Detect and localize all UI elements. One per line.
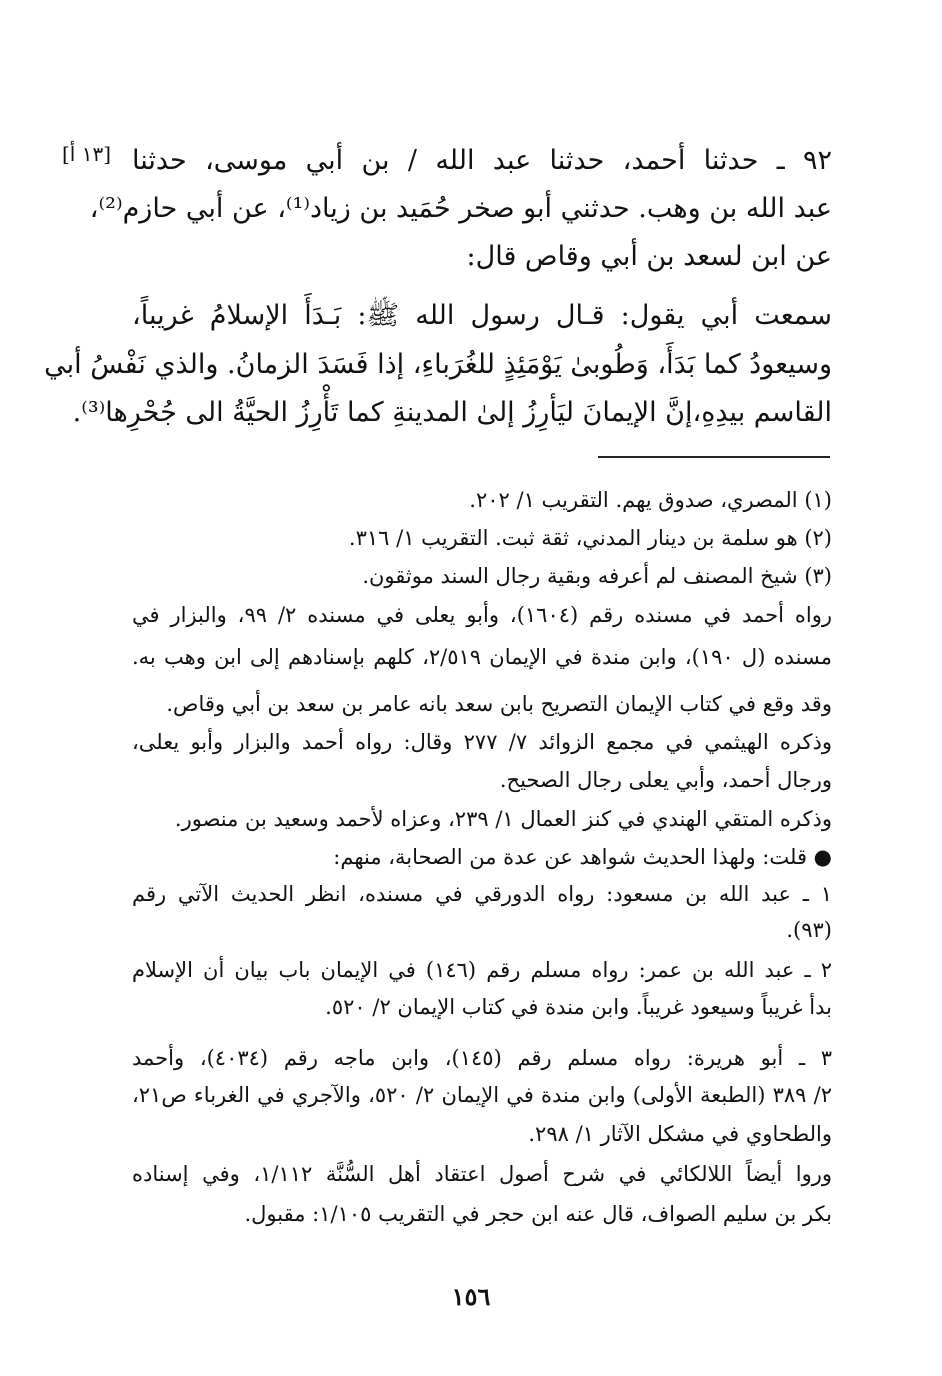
footnote-line: ورجال أحمد، وأبي يعلى رجال الصحيح. bbox=[499, 768, 832, 792]
footnote-separator bbox=[598, 456, 830, 458]
footnote-line: (٩٣). bbox=[786, 918, 832, 942]
hadith-line: ٩٢ ـ حدثنا أحمد، حدثنا عبد الله / بن أبي موسى، حدثنا bbox=[132, 145, 832, 176]
footnote-line: وذكره الهيثمي في مجمع الزوائد ٧/ ٢٧٧ وقال: رواه أحمد والبزار وأبو يعلى، bbox=[132, 730, 832, 754]
footnote-line: بدأ غريباً وسيعود غريباً. وابن مندة في كتاب الإيمان ٢/ ٥٢٠. bbox=[325, 995, 832, 1019]
footnote-line: (٢) هو سلمة بن دينار المدني، ثقة ثبت. التقريب ١/ ٣١٦. bbox=[348, 526, 832, 550]
footnote-line: مسنده (ل ١٩٠)، وابن مندة في الإيمان ٢/٥١٩، كلهم بإسنادهم إلى ابن وهب به. bbox=[132, 645, 832, 669]
footnote-line: وذكره المتقي الهندي في كنز العمال ١/ ٢٣٩، وعزاه لأحمد وسعيد بن منصور. bbox=[174, 807, 832, 831]
footnote-line: والطحاوي في مشكل الآثار ١/ ٢٩٨. bbox=[528, 1122, 832, 1146]
footnote-line: رواه أحمد في مسنده رقم (١٦٠٤)، وأبو يعلى في مسنده ٢/ ٩٩، والبزار في bbox=[132, 603, 832, 627]
footnote-line: ٢/ ٣٨٩ (الطبعة الأولى) وابن مندة في الإيمان ٢/ ٥٢٠، والآجري في الغرباء ص٢١، bbox=[132, 1083, 832, 1107]
footnote-line: (١) المصري، صدوق يهم. التقريب ١/ ٢٠٢. bbox=[469, 488, 832, 512]
footnote-line: وقد وقع في كتاب الإيمان التصريح بابن سعد بانه عامر بن سعد بن أبي وقاص. bbox=[166, 692, 832, 716]
footnote-line: بكر بن سليم الصواف، قال عنه ابن حجر في التقريب ١/١٠٥: مقبول. bbox=[244, 1202, 832, 1226]
hadith-line: عبد الله بن وهب. حدثني أبو صخر حُمَيد بن زياد⁽¹⁾، عن أبي حازم⁽²⁾، bbox=[89, 193, 832, 224]
footnote-line: وروا أيضاً اللالكائي في شرح أصول اعتقاد أهل السُّنَّة ١/١١٢، وفي إسناده bbox=[132, 1162, 832, 1186]
footnote-line: ٢ ـ عبد الله بن عمر: رواه مسلم رقم (١٤٦) في الإيمان باب بيان أن الإسلام bbox=[132, 958, 832, 982]
hadith-line: القاسم بيدِهِ،إنَّ الإيمانَ ليَأرِزُ إلىٰ المدينةِ كما تَأْرِزُ الحيَّةُ الى جُحْرِها⁽³⁾. bbox=[72, 397, 832, 428]
hadith-line: عن ابن لسعد بن أبي وقاص قال: bbox=[466, 241, 832, 272]
page-number: ١٥٦ bbox=[451, 1282, 491, 1311]
footnote-line: ● قلت: ولهذا الحديث شواهد عن عدة من الصحابة، منهم: bbox=[333, 845, 832, 869]
footnote-line: ١ ـ عبد الله بن مسعود: رواه الدورقي في مسنده، انظر الحديث الآتي رقم bbox=[132, 882, 832, 906]
footnote-line: ٣ ـ أبو هريرة: رواه مسلم رقم (١٤٥)، وابن ماجه رقم (٤٠٣٤)، وأحمد bbox=[132, 1046, 832, 1070]
hadith-line: سمعت أبي يقول: قـال رسول الله ﷺ: بَـدَأَ الإسلامُ غريباً، bbox=[132, 300, 832, 331]
hadith-line: وسيعودُ كما بَدَأَ، وَطُوبىٰ يَوْمَئِذٍ للغُرَباءِ، إذا فَسَدَ الزمانُ. والذي نَفْسُ أبي bbox=[44, 349, 832, 380]
footnote-line: (٣) شيخ المصنف لم أعرفه وبقية رجال السند موثقون. bbox=[362, 564, 832, 588]
manuscript-folio-marker: [١٣ أ] bbox=[62, 142, 112, 166]
